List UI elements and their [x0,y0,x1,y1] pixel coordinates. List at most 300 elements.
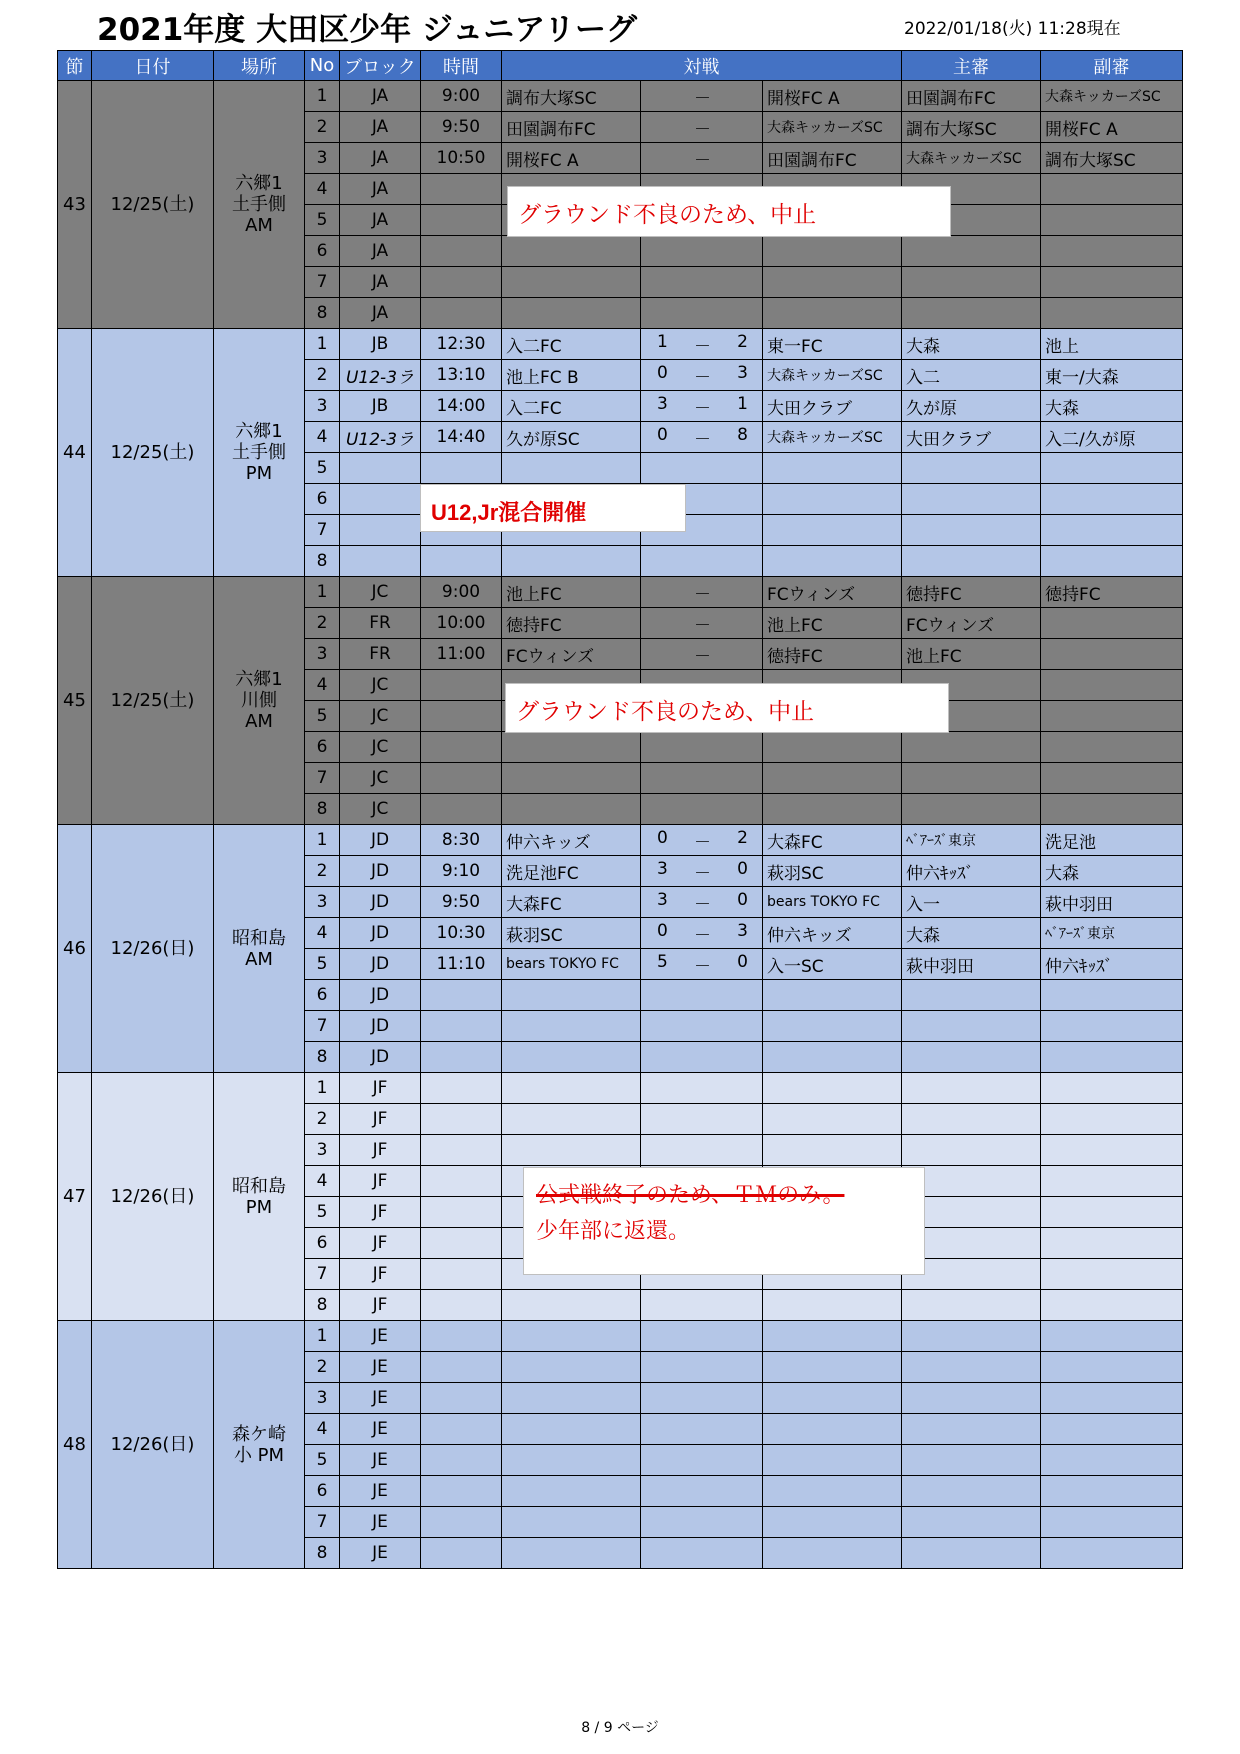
score-cell [641,1135,763,1166]
block-cell: JA [340,143,421,174]
block-cell: U12-3ラ [340,422,421,453]
score-cell [641,1073,763,1104]
block-cell: JE [340,1352,421,1383]
home-team-cell [502,1445,641,1476]
referee-cell [902,980,1041,1011]
score [641,952,762,977]
assistant-referee-cell [1041,1414,1183,1445]
referee-cell [902,1414,1041,1445]
setsu-cell: 48 [58,1321,92,1569]
away-team-cell [763,1445,902,1476]
time-cell: 9:50 [421,112,502,143]
score [641,363,762,388]
away-team-cell [763,453,902,484]
time-cell [421,267,502,298]
no-cell: 7 [305,267,340,298]
referee-cell [902,1290,1041,1321]
block-cell: JA [340,236,421,267]
referee-cell: FCウィンズ [902,608,1041,639]
no-cell: 6 [305,1476,340,1507]
home-team-cell [502,794,641,825]
score-cell [641,1538,763,1569]
no-cell: 8 [305,298,340,329]
score-cell [641,794,763,825]
away-team-cell [763,1383,902,1414]
place-cell: 六郷1 土手側 PM [214,329,305,577]
away-team-cell [763,732,902,763]
assistant-referee-cell: 開桜FC A [1041,112,1183,143]
no-cell: 6 [305,236,340,267]
referee-cell [902,1011,1041,1042]
assistant-referee-cell [1041,980,1183,1011]
home-team-cell: 萩羽SC [502,918,641,949]
time-cell: 14:40 [421,422,502,453]
block-cell: JF [340,1290,421,1321]
no-cell: 8 [305,794,340,825]
assistant-referee-cell [1041,763,1183,794]
score [641,890,762,915]
referee-cell [902,1352,1041,1383]
block-cell: JE [340,1383,421,1414]
score-cell [641,732,763,763]
block-cell: JA [340,112,421,143]
home-team-cell [502,763,641,794]
assistant-referee-cell [1041,298,1183,329]
time-cell [421,298,502,329]
block-cell: JE [340,1321,421,1352]
block-cell: JD [340,856,421,887]
score-dash: － [694,894,711,915]
home-team-cell [502,1414,641,1445]
no-cell: 2 [305,856,340,887]
assistant-referee-cell [1041,453,1183,484]
score-cell [641,856,763,887]
home-team-cell [502,1042,641,1073]
referee-cell [902,1321,1041,1352]
score-dash: － [694,646,711,667]
setsu-cell: 47 [58,1073,92,1321]
place-cell: 森ケ崎小 PM [214,1321,305,1569]
assistant-referee-cell [1041,515,1183,546]
block-cell: JF [340,1166,421,1197]
no-cell: 3 [305,143,340,174]
referee-cell [902,1507,1041,1538]
away-team-cell: bears TOKYO FC [763,887,902,918]
assistant-referee-cell [1041,236,1183,267]
score [641,828,762,853]
time-cell [421,1259,502,1290]
referee-cell: 大森キッカーズSC [902,143,1041,174]
home-team-cell [502,236,641,267]
score-cell [641,298,763,329]
no-cell: 1 [305,81,340,112]
block-cell: U12-3ラ [340,360,421,391]
away-score: 1 [737,393,748,414]
note-47 [523,1167,925,1275]
block-cell: JD [340,1011,421,1042]
assistant-referee-cell [1041,701,1183,732]
col-header-place: 場所 [214,51,305,81]
score-cell [641,608,763,639]
away-team-cell [763,1073,902,1104]
assistant-referee-cell [1041,174,1183,205]
away-team-cell [763,1104,902,1135]
block-cell: FR [340,608,421,639]
no-cell: 3 [305,639,340,670]
time-cell: 10:50 [421,143,502,174]
no-cell: 5 [305,205,340,236]
assistant-referee-cell [1041,546,1183,577]
score-cell [641,360,763,391]
score-cell [641,81,763,112]
score-cell [641,1445,763,1476]
time-cell [421,1073,502,1104]
assistant-referee-cell: 洗足池 [1041,825,1183,856]
time-cell [421,205,502,236]
no-cell: 4 [305,918,340,949]
home-team-cell: 洗足池FC [502,856,641,887]
date-cell: 12/25(土) [92,329,214,577]
no-cell: 7 [305,515,340,546]
no-cell: 5 [305,1197,340,1228]
away-team-cell [763,1321,902,1352]
assistant-referee-cell [1041,639,1183,670]
referee-cell [902,298,1041,329]
col-header-block: ブロック [340,51,421,81]
table-row [58,577,1183,608]
assistant-referee-cell [1041,794,1183,825]
away-team-cell [763,1507,902,1538]
score [641,332,762,357]
assistant-referee-cell [1041,1011,1183,1042]
assistant-referee-cell: 東一/大森 [1041,360,1183,391]
col-header-no: No [305,51,340,81]
home-team-cell [502,1352,641,1383]
home-team-cell [502,1073,641,1104]
block-cell: JC [340,701,421,732]
block-cell: JB [340,329,421,360]
no-cell: 7 [305,763,340,794]
score-dash: － [694,367,711,388]
time-cell [421,1445,502,1476]
page-number: 8 / 9 ページ [581,1720,659,1736]
col-header-date: 日付 [92,51,214,81]
home-team-cell: 調布大塚SC [502,81,641,112]
no-cell: 7 [305,1011,340,1042]
referee-cell [902,1445,1041,1476]
score-cell [641,453,763,484]
away-score: 0 [737,889,748,910]
home-score: 5 [657,951,668,972]
no-cell: 5 [305,701,340,732]
time-cell [421,1414,502,1445]
home-score: 0 [657,424,668,445]
time-cell [421,453,502,484]
referee-cell [902,236,1041,267]
place-cell: 昭和島 PM [214,1073,305,1321]
away-team-cell [763,980,902,1011]
referee-cell [902,1135,1041,1166]
struck-note-text: 公式戦終了のため、ＴＭのみ。 [536,1183,845,1208]
setsu-cell: 44 [58,329,92,577]
home-team-cell [502,1290,641,1321]
block-cell [340,515,421,546]
time-cell: 11:00 [421,639,502,670]
time-cell [421,1290,502,1321]
score-cell [641,267,763,298]
score-cell [641,980,763,1011]
score-dash: － [694,956,711,977]
time-cell: 10:00 [421,608,502,639]
assistant-referee-cell: 大森キッカーズSC [1041,81,1183,112]
no-cell: 7 [305,1259,340,1290]
block-cell [340,546,421,577]
assistant-referee-cell [1041,205,1183,236]
score-cell [641,546,763,577]
time-cell: 9:00 [421,577,502,608]
assistant-referee-cell [1041,1166,1183,1197]
time-cell [421,1011,502,1042]
date-cell: 12/26(日) [92,1321,214,1569]
away-team-cell: 大森キッカーズSC [763,360,902,391]
score-cell [641,1476,763,1507]
score [641,115,762,140]
assistant-referee-cell [1041,670,1183,701]
home-team-cell [502,1135,641,1166]
away-team-cell [763,515,902,546]
block-cell: JD [340,887,421,918]
no-cell: 2 [305,1352,340,1383]
table-row [58,1073,1183,1104]
no-cell: 5 [305,949,340,980]
table-row [58,1321,1183,1352]
referee-cell: 徳持FC [902,577,1041,608]
block-cell: JD [340,1042,421,1073]
no-cell: 8 [305,1290,340,1321]
setsu-cell: 46 [58,825,92,1073]
assistant-referee-cell [1041,1104,1183,1135]
referee-cell [902,546,1041,577]
assistant-referee-cell: 大森 [1041,391,1183,422]
away-team-cell [763,1135,902,1166]
score [641,84,762,109]
referee-cell [902,484,1041,515]
no-cell: 8 [305,546,340,577]
referee-cell: 入二 [902,360,1041,391]
assistant-referee-cell [1041,484,1183,515]
home-team-cell [502,1538,641,1569]
block-cell: JE [340,1445,421,1476]
away-team-cell: 開桜FC A [763,81,902,112]
away-team-cell: 徳持FC [763,639,902,670]
score-cell [641,1414,763,1445]
time-cell: 10:30 [421,918,502,949]
no-cell: 4 [305,670,340,701]
score-dash: － [694,119,711,140]
score-dash: － [694,88,711,109]
away-score: 8 [737,424,748,445]
score-cell [641,1104,763,1135]
time-cell [421,174,502,205]
date-cell: 12/26(日) [92,1073,214,1321]
time-cell [421,546,502,577]
away-team-cell [763,1011,902,1042]
time-cell [421,1383,502,1414]
referee-cell [902,763,1041,794]
home-team-cell [502,1321,641,1352]
away-team-cell [763,236,902,267]
home-team-cell: bears TOKYO FC [502,949,641,980]
assistant-referee-cell [1041,1352,1183,1383]
score-cell [641,143,763,174]
referee-cell [902,515,1041,546]
no-cell: 1 [305,577,340,608]
block-cell [340,453,421,484]
time-cell [421,1507,502,1538]
block-cell: JE [340,1538,421,1569]
away-score: 2 [737,331,748,352]
assistant-referee-cell [1041,1445,1183,1476]
away-score: 2 [737,827,748,848]
home-team-cell: 入二FC [502,391,641,422]
block-cell: JC [340,670,421,701]
place-cell: 六郷1 川側 AM [214,577,305,825]
time-cell: 14:00 [421,391,502,422]
score-cell [641,918,763,949]
away-team-cell [763,546,902,577]
mixed-note-44: U12,Jr混合開催 [420,484,686,532]
time-cell [421,1352,502,1383]
time-cell: 9:00 [421,81,502,112]
away-team-cell [763,1290,902,1321]
home-team-cell [502,267,641,298]
date-cell: 12/25(土) [92,81,214,329]
col-header-match: 対戦 [502,51,902,81]
score-cell [641,949,763,980]
score-dash: － [694,336,711,357]
assistant-referee-cell [1041,1321,1183,1352]
away-team-cell [763,1414,902,1445]
referee-cell: 池上FC [902,639,1041,670]
timestamp: 2022/01/18(火) 11:28現在 [904,19,1121,39]
away-team-cell: FCウィンズ [763,577,902,608]
away-team-cell: 大森キッカーズSC [763,422,902,453]
score-cell [641,1383,763,1414]
block-cell: JD [340,980,421,1011]
away-score: 0 [737,858,748,879]
block-cell: JD [340,825,421,856]
no-cell: 4 [305,1166,340,1197]
block-cell: JC [340,763,421,794]
assistant-referee-cell [1041,1197,1183,1228]
no-cell: 6 [305,1228,340,1259]
block-cell: JF [340,1104,421,1135]
score [641,642,762,667]
no-cell: 8 [305,1538,340,1569]
away-team-cell: 大森キッカーズSC [763,112,902,143]
score-cell [641,1011,763,1042]
score [641,859,762,884]
score-cell [641,825,763,856]
no-cell: 3 [305,1383,340,1414]
assistant-referee-cell: 入二/久が原 [1041,422,1183,453]
no-cell: 2 [305,608,340,639]
score-cell [641,1352,763,1383]
referee-cell: 萩中羽田 [902,949,1041,980]
no-cell: 6 [305,980,340,1011]
time-cell [421,980,502,1011]
away-team-cell [763,298,902,329]
referee-cell: 久が原 [902,391,1041,422]
home-team-cell: 久が原SC [502,422,641,453]
referee-cell: 大田クラブ [902,422,1041,453]
home-team-cell: 徳持FC [502,608,641,639]
assistant-referee-cell [1041,1135,1183,1166]
score [641,921,762,946]
block-cell: JC [340,577,421,608]
assistant-referee-cell: 池上 [1041,329,1183,360]
home-team-cell [502,1476,641,1507]
home-score: 0 [657,362,668,383]
score [641,394,762,419]
no-cell: 2 [305,112,340,143]
no-cell: 7 [305,1507,340,1538]
time-cell: 8:30 [421,825,502,856]
assistant-referee-cell [1041,1042,1183,1073]
home-score: 0 [657,827,668,848]
home-team-cell [502,1104,641,1135]
time-cell [421,732,502,763]
block-cell: JD [340,918,421,949]
col-header-setsu: 節 [58,51,92,81]
block-cell: JE [340,1414,421,1445]
time-cell [421,1135,502,1166]
no-cell: 4 [305,174,340,205]
home-team-cell [502,1011,641,1042]
home-team-cell [502,1383,641,1414]
home-team-cell [502,980,641,1011]
no-cell: 2 [305,1104,340,1135]
home-team-cell [502,732,641,763]
block-cell: JF [340,1073,421,1104]
time-cell [421,1104,502,1135]
setsu-cell: 45 [58,577,92,825]
time-cell [421,701,502,732]
assistant-referee-cell [1041,1073,1183,1104]
away-team-cell [763,763,902,794]
page-title: 2021年度 大田区少年 ジュニアリーグ [97,12,638,48]
assistant-referee-cell [1041,1259,1183,1290]
time-cell [421,1197,502,1228]
no-cell: 3 [305,1135,340,1166]
score-cell [641,329,763,360]
block-cell [340,484,421,515]
assistant-referee-cell [1041,732,1183,763]
block-cell: JF [340,1259,421,1290]
return-note-text: 少年部に返還。 [536,1219,691,1244]
referee-cell [902,453,1041,484]
assistant-referee-cell: 大森 [1041,856,1183,887]
home-team-cell: 池上FC B [502,360,641,391]
block-cell: JE [340,1507,421,1538]
home-team-cell [502,298,641,329]
block-cell: JF [340,1197,421,1228]
away-team-cell: 東一FC [763,329,902,360]
score-cell [641,391,763,422]
home-team-cell [502,453,641,484]
schedule-table [57,50,1183,1569]
assistant-referee-cell: 仲六ｷｯｽﾞ [1041,949,1183,980]
